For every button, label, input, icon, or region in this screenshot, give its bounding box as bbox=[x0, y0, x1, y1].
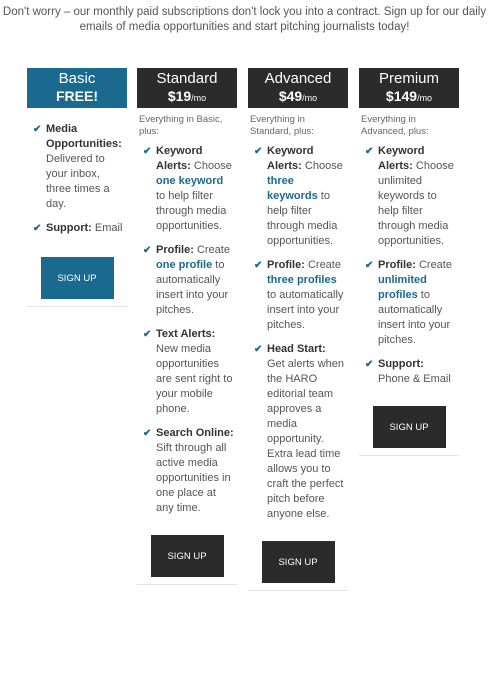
plan-header bbox=[359, 68, 459, 108]
sign-up-button-premium[interactable]: SIGN UP bbox=[373, 406, 446, 448]
divider bbox=[359, 455, 459, 456]
plan-name: Basic bbox=[58, 70, 96, 87]
checkmark-icon: ✔ bbox=[143, 146, 152, 157]
plan-header bbox=[248, 68, 348, 108]
sign-up-button-advanced[interactable]: SIGN UP bbox=[262, 541, 335, 583]
plan-includes: Everything in Basic, plus: bbox=[139, 114, 223, 137]
plan-price: FREE! bbox=[56, 88, 98, 104]
plan-price: $149/mo bbox=[385, 88, 433, 104]
divider bbox=[27, 306, 127, 307]
plan-price: $19/mo bbox=[167, 88, 207, 104]
checkmark-icon: ✔ bbox=[365, 146, 374, 157]
feature-profile: ✔ Profile: Create one profile to automatically insert into your pitches. bbox=[143, 244, 230, 316]
checkmark-icon: ✔ bbox=[365, 359, 374, 370]
feature-keyword-alerts: ✔ Keyword Alerts: Choose one keyword to help filter through media opportunities. bbox=[143, 145, 232, 232]
checkmark-icon: ✔ bbox=[143, 245, 152, 256]
checkmark-icon: ✔ bbox=[143, 329, 152, 340]
checkmark-icon: ✔ bbox=[254, 260, 263, 271]
feature-text-alerts: ✔ Text Alerts: New media opportunities are sent right to your mobile phone. bbox=[143, 328, 233, 415]
feature-profile: ✔ Profile: Create three profiles to automatically insert into your pitches. bbox=[254, 259, 344, 331]
divider bbox=[137, 584, 237, 585]
divider bbox=[248, 590, 348, 591]
checkmark-icon: ✔ bbox=[33, 124, 42, 135]
feature-support: ✔ Support: Phone & Email bbox=[365, 358, 451, 385]
feature-keyword-alerts: ✔ Keyword Alerts: Choose unlimited keywords to help filter through media opportunities. bbox=[365, 145, 454, 247]
plan-name: Standard bbox=[156, 70, 218, 87]
checkmark-icon: ✔ bbox=[33, 223, 42, 234]
checkmark-icon: ✔ bbox=[254, 146, 263, 157]
checkmark-icon: ✔ bbox=[143, 428, 152, 439]
feature-list bbox=[27, 122, 127, 236]
plan-name: Advanced bbox=[264, 70, 332, 87]
plan-price: $49/mo bbox=[278, 88, 318, 104]
intro-text: Don't worry – our monthly paid subscriptions don't lock you into a contract. Sign up for our daily emails of media opportunities and start pitching journalists today! bbox=[2, 6, 487, 33]
feature-support: ✔ Support: Email bbox=[33, 222, 123, 234]
plan-name: Premium bbox=[378, 70, 439, 87]
plan-includes: Everything in Advanced, plus: bbox=[361, 114, 429, 137]
feature-head-start: ✔ Head Start: Get alerts when the HARO editorial team approves a media opportunity. Extra lead time allows you to craft the perfect pitch before anyone else. bbox=[254, 343, 345, 520]
checkmark-icon: ✔ bbox=[365, 260, 374, 271]
plan-standard bbox=[137, 68, 237, 585]
feature-list bbox=[248, 144, 348, 522]
feature-list bbox=[137, 144, 237, 516]
sign-up-button-standard[interactable]: SIGN UP bbox=[151, 535, 224, 577]
feature-list bbox=[359, 144, 459, 387]
plan-premium bbox=[359, 68, 459, 456]
checkmark-icon: ✔ bbox=[254, 344, 263, 355]
feature-keyword-alerts: ✔ Keyword Alerts: Choose three keywords to help filter through media opportunities. bbox=[254, 145, 343, 247]
feature-search-online: ✔ Search Online: Sift through all active media opportunities in one place at any time. bbox=[143, 427, 234, 514]
plan-header bbox=[137, 68, 237, 108]
plan-basic bbox=[27, 68, 127, 307]
plan-advanced bbox=[248, 68, 348, 591]
plan-header bbox=[27, 68, 127, 108]
feature-media-opportunities: ✔ Media Opportunities: Delivered to your inbox, three times a day. bbox=[33, 123, 122, 210]
sign-up-button-basic[interactable]: SIGN UP bbox=[41, 257, 114, 299]
plan-includes: Everything in Standard, plus: bbox=[250, 114, 314, 137]
feature-profile: ✔ Profile: Create unlimited profiles to automatically insert into your pitches. bbox=[365, 259, 452, 346]
